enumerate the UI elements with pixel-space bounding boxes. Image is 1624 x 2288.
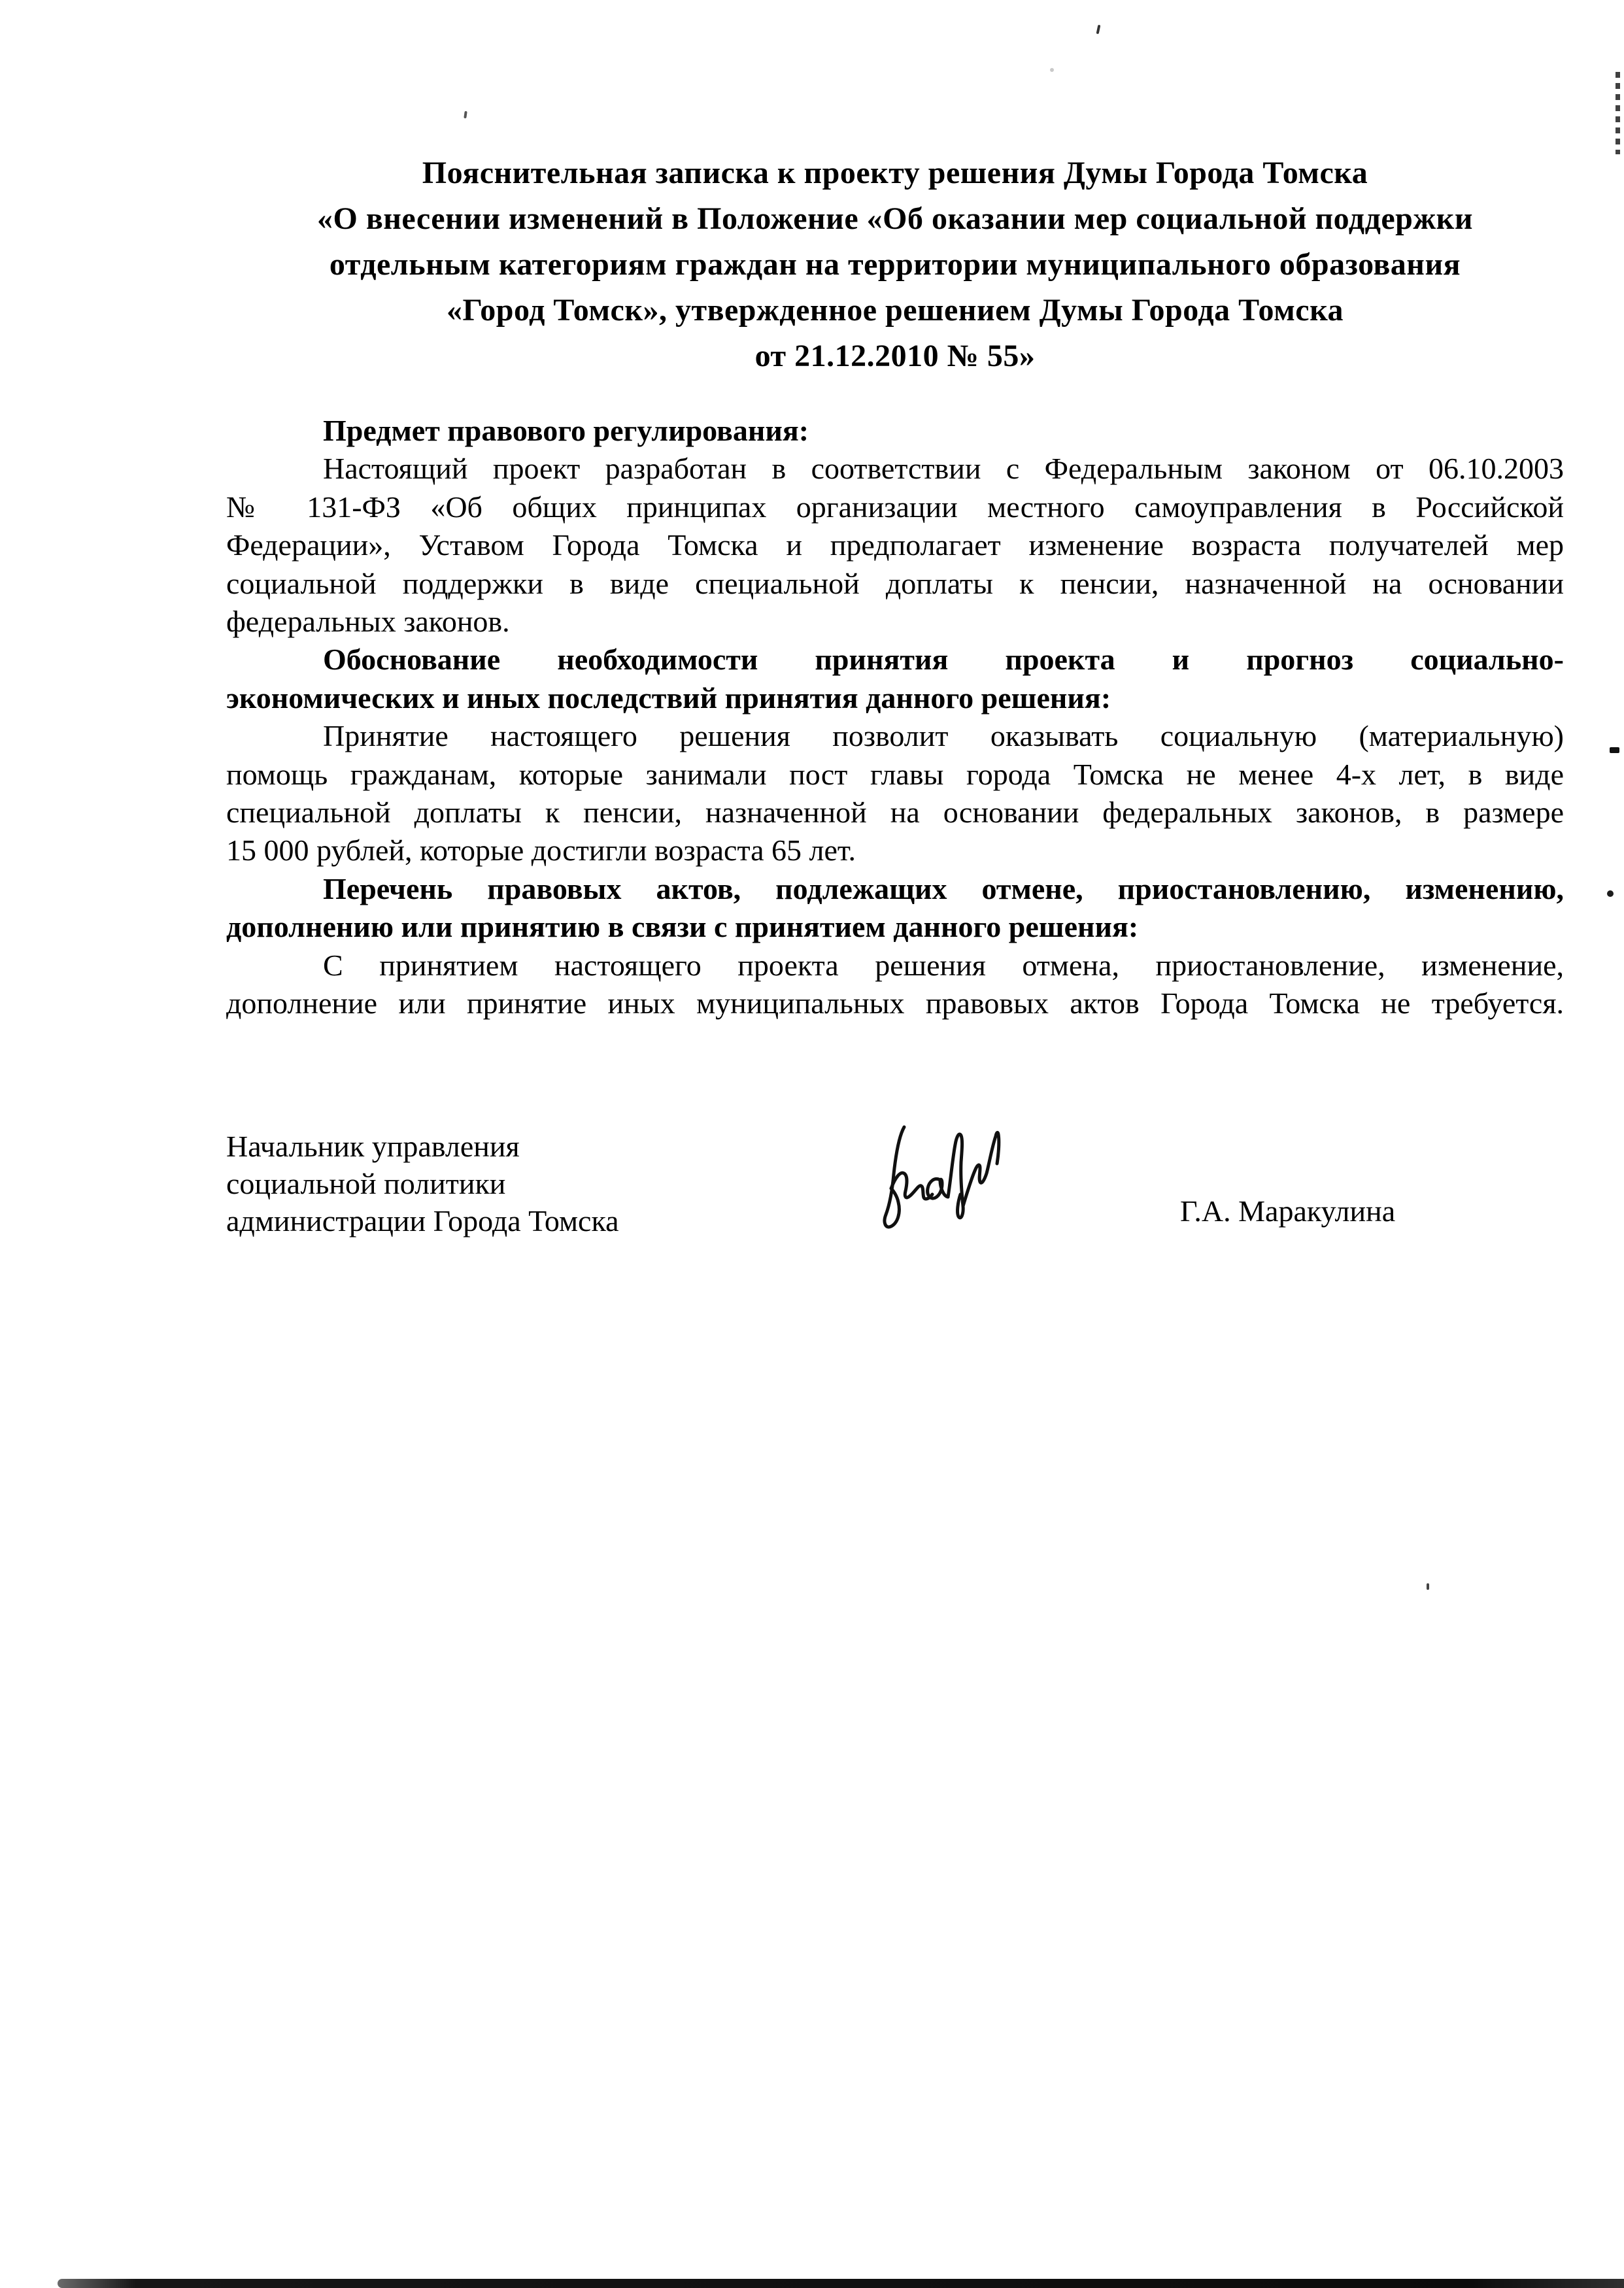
- title-line: «О внесении изменений в Положение «Об оказании мер социальной поддержки: [317, 201, 1473, 236]
- signature-position-line: Начальник управления: [226, 1130, 520, 1163]
- scan-speck: [464, 111, 467, 118]
- section-heading: дополнению или принятию в связи с принятием данного решения:: [226, 910, 1139, 944]
- body-line: С принятием настоящего проекта решения отмена, приостановление, изменение,: [323, 948, 1564, 982]
- signature-position-line: социальной политики: [226, 1167, 506, 1200]
- body-line: Принятие настоящего решения позволит оказывать социальную (материальную): [323, 719, 1564, 753]
- body-line: 15 000 рублей, которые достигли возраста 65 лет.: [226, 833, 856, 867]
- body-line: Настоящий проект разработан в соответствии с Федеральным законом от 06.10.2003: [323, 452, 1564, 486]
- scan-speck: [1607, 890, 1614, 897]
- title-line: отдельным категориям граждан на территории муниципального образования: [329, 247, 1461, 282]
- body-line: социальной поддержки в виде специальной доплаты к пенсии, назначенной на основании: [226, 566, 1564, 600]
- scan-speck: [1427, 1583, 1429, 1590]
- scan-speck: [1610, 747, 1619, 753]
- scan-speck: [1096, 25, 1101, 35]
- section-heading: Перечень правовых актов, подлежащих отмене, приостановлению, изменению,: [323, 871, 1564, 905]
- section-heading: Предмет правового регулирования:: [323, 414, 809, 447]
- document-body: [226, 412, 1564, 1023]
- document-title: [226, 150, 1564, 379]
- handwritten-signature-icon: [871, 1123, 1006, 1233]
- scan-edge-bar: [58, 2279, 1624, 2288]
- scan-speck: [1050, 68, 1054, 72]
- body-line: специальной доплаты к пенсии, назначенной на основании федеральных законов, в размере: [226, 796, 1564, 830]
- title-line: от 21.12.2010 № 55»: [754, 339, 1036, 373]
- body-line: № 131-ФЗ «Об общих принципах организации местного самоуправления в Российской: [226, 490, 1564, 524]
- title-line: Пояснительная записка к проекту решения Думы Города Томска: [422, 156, 1368, 190]
- section-heading: экономических и иных последствий принятия данного решения:: [226, 681, 1111, 715]
- title-line: «Город Томск», утвержденное решением Думы Города Томска: [446, 293, 1344, 328]
- body-line: федеральных законов.: [226, 605, 510, 639]
- signatory-name: Г.А. Маракулина: [1180, 1194, 1396, 1228]
- scan-dashed-mark: [1616, 72, 1620, 154]
- body-line: Федерации», Уставом Города Томска и предполагает изменение возраста получателей мер: [226, 528, 1564, 562]
- signature-position-line: администрации Города Томска: [226, 1204, 619, 1237]
- section-heading: Обоснование необходимости принятия проекта и прогноз социально-: [323, 643, 1564, 677]
- body-line: дополнение или принятие иных муниципальных правовых актов Города Томска не требуется.: [226, 986, 1564, 1020]
- body-line: помощь гражданам, которые занимали пост главы города Томска не менее 4-х лет, в виде: [226, 757, 1564, 791]
